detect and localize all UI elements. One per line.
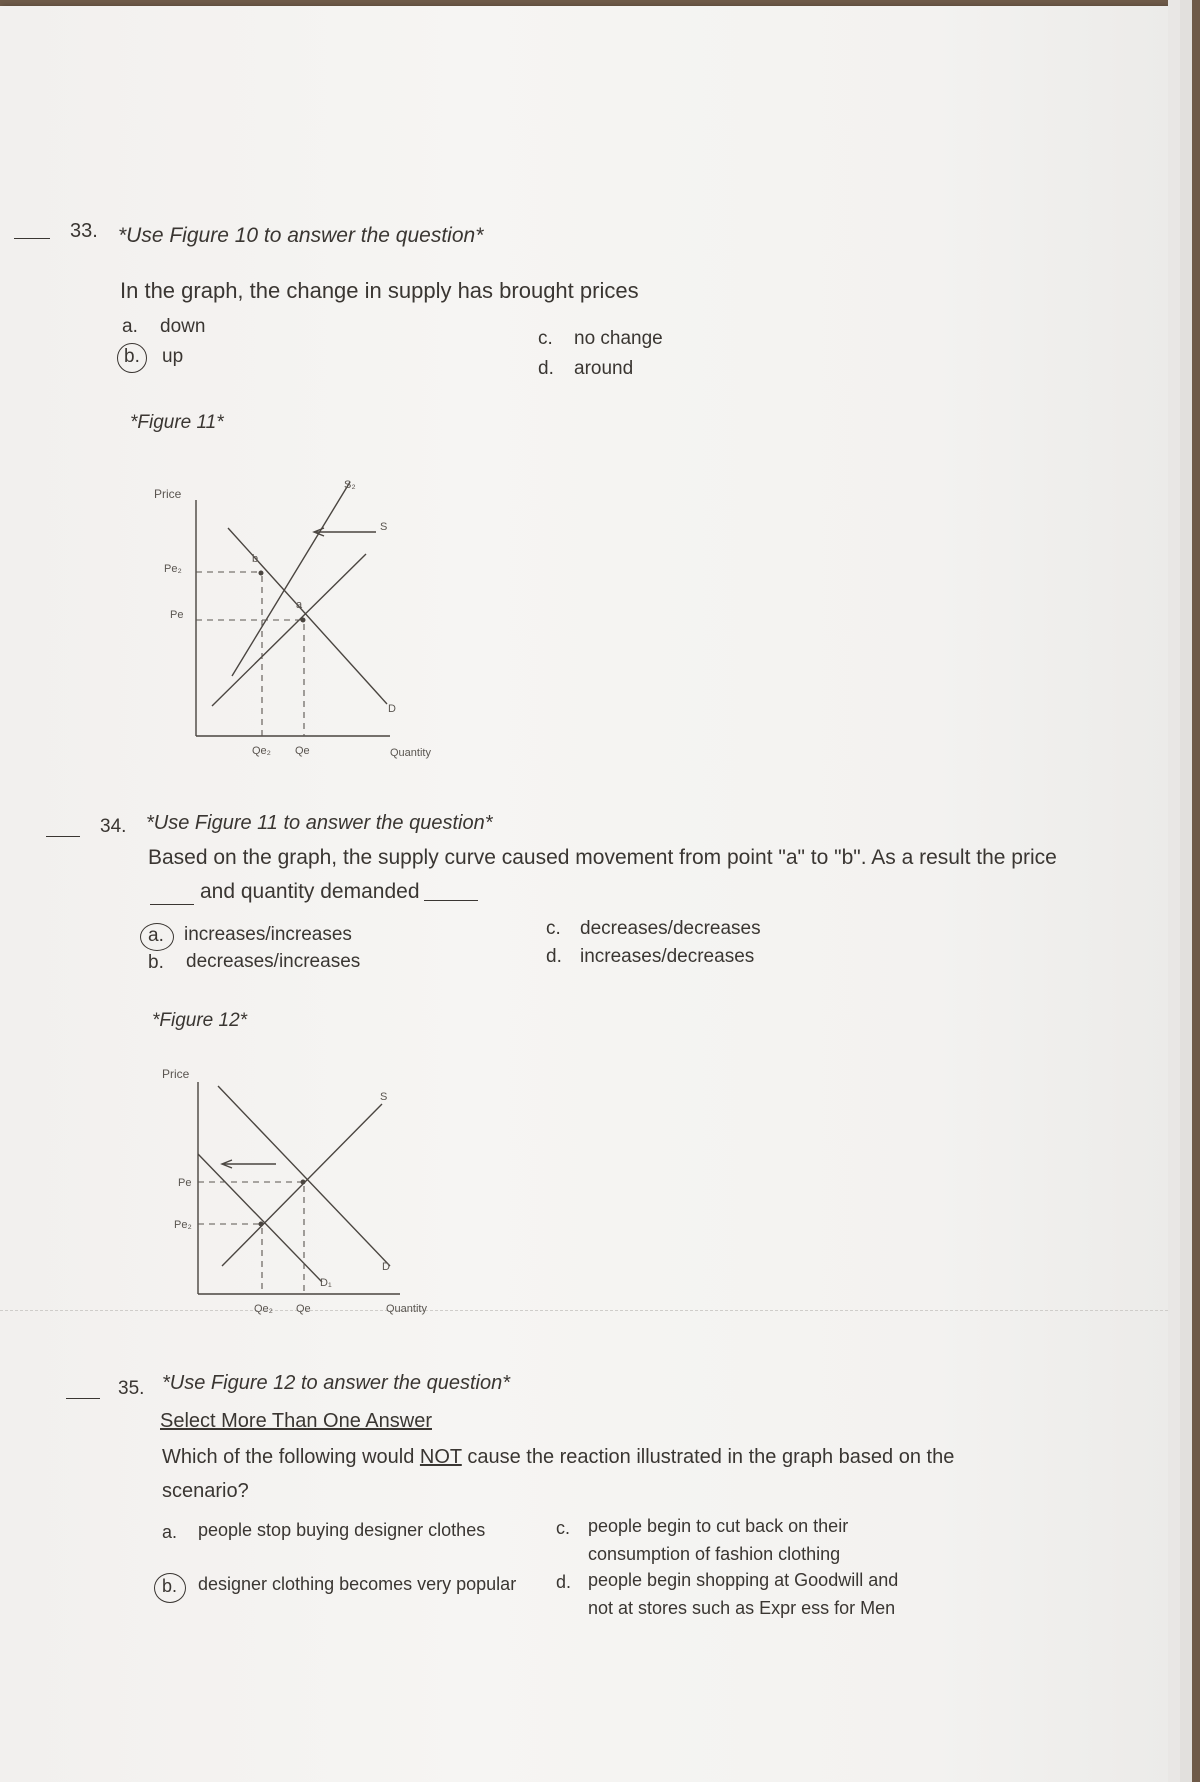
fig11-pe2-label: Pe₂ [164,563,182,575]
choice-letter-33c: c. [538,328,553,349]
figure-12-caption: *Figure 12* [152,1010,248,1031]
fig11-point-a-marker [301,618,306,623]
choice-text-34c[interactable]: decreases/decreases [580,918,761,939]
choice-letter-33a: a. [122,316,138,337]
price-blank-34[interactable] [150,904,194,905]
fig12-supply-curve [222,1104,382,1266]
fig11-s2-label: S₂ [344,479,356,491]
choice-letter-35a: a. [162,1522,178,1542]
fig12-qe2-label: Qe₂ [254,1303,273,1315]
fig11-qe-label: Qe [295,745,310,757]
choice-letter-35c: c. [556,1518,571,1538]
fig11-quantity-label: Quantity [390,747,431,759]
choice-text-34d[interactable]: increases/decreases [580,946,755,967]
fig12-price-label: Price [162,1067,190,1081]
page-edge [1168,0,1180,1782]
choice-text-35c-line1[interactable]: people begin to cut back on their [588,1516,849,1536]
choice-letter-34a: a. [148,925,164,946]
question-note-35: Select More Than One Answer [160,1410,432,1432]
choice-text-35a[interactable]: people stop buying designer clothes [198,1520,486,1540]
fig12-qe-label: Qe [296,1303,311,1315]
fig11-d-label: D [388,703,396,715]
fig12-d-label: D [382,1261,390,1273]
answer-blank-35[interactable] [66,1398,100,1399]
fig11-point-b-marker [259,571,264,576]
question-number-34: 34. [100,816,127,837]
worksheet-page [0,6,1168,1782]
choice-letter-33d: d. [538,358,554,379]
fig11-qe2-label: Qe₂ [252,745,271,757]
fig12-d1-label: D₁ [320,1277,332,1289]
choice-letter-34b: b. [148,952,164,973]
fig11-pe-label: Pe [170,609,184,621]
fig12-demand-curve-d1 [198,1154,322,1282]
prompt-35-after: cause the reaction illustrated in the graph based on the [461,1446,955,1468]
choice-text-33d[interactable]: around [574,358,634,379]
question-prompt-35 [162,1446,954,1469]
fig11-point-a-label: a [296,599,303,611]
question-prompt-34-line1: Based on the graph, the supply curve caused movement from point "a" to "b". As a result the price [148,846,1057,869]
figure-11-caption: *Figure 11* [130,412,224,433]
fig12-pe-label: Pe [178,1177,192,1189]
prompt-35-emphasis: NOT [419,1446,462,1468]
question-prompt-33: In the graph, the change in supply has brought prices [120,278,639,303]
figure-12-demand-shift-graph [150,1060,470,1320]
prompt-35-before: Which of the following would [162,1446,420,1468]
choice-text-33c[interactable]: no change [574,328,663,349]
choice-text-34a[interactable]: increases/increases [184,924,352,945]
choice-letter-34d: d. [546,946,562,967]
choice-letter-35d: d. [556,1572,572,1592]
page-edge-back [1180,0,1192,1782]
choice-letter-34c: c. [546,918,561,939]
answer-blank-34[interactable] [46,836,80,837]
fig12-new-equilibrium-marker [259,1222,264,1227]
fig12-pe2-label: Pe₂ [174,1219,192,1231]
choice-text-35d-line1[interactable]: people begin shopping at Goodwill and [588,1570,899,1590]
quantity-blank-34[interactable] [424,900,478,901]
question-prompt-34-line2: and quantity demanded [200,880,420,903]
choice-text-35b[interactable]: designer clothing becomes very popular [198,1574,517,1594]
fig12-demand-curve [218,1086,390,1266]
question-instruction-35: *Use Figure 12 to answer the question* [162,1372,510,1394]
question-instruction-34: *Use Figure 11 to answer the question* [146,812,493,834]
fig12-original-equilibrium-marker [301,1180,306,1185]
question-prompt-35-line2: scenario? [162,1480,249,1502]
fig11-price-label: Price [154,487,182,501]
choice-text-33b[interactable]: up [162,346,184,367]
question-number-35: 35. [118,1378,145,1399]
fig11-supply-curve-s2 [232,482,350,676]
question-instruction-33: *Use Figure 10 to answer the question* [118,224,484,247]
choice-letter-35b: b. [162,1576,178,1596]
fig11-s-label: S [380,521,388,533]
fig12-s-label: S [380,1091,388,1103]
choice-letter-33b: b. [124,346,140,367]
fig11-supply-curve-s [212,554,366,706]
choice-text-34b[interactable]: decreases/increases [186,951,361,972]
question-number-33: 33. [70,220,98,242]
choice-text-35c-line2[interactable]: consumption of fashion clothing [588,1544,841,1564]
figure-11-supply-shift-graph [140,470,460,770]
choice-text-35d-line2[interactable]: not at stores such as Expr ess for Men [588,1598,896,1618]
fig11-point-b-label: b [252,553,259,565]
choice-text-33a[interactable]: down [160,316,206,337]
answer-blank-33[interactable] [14,238,50,239]
fig12-quantity-label: Quantity [386,1303,427,1315]
